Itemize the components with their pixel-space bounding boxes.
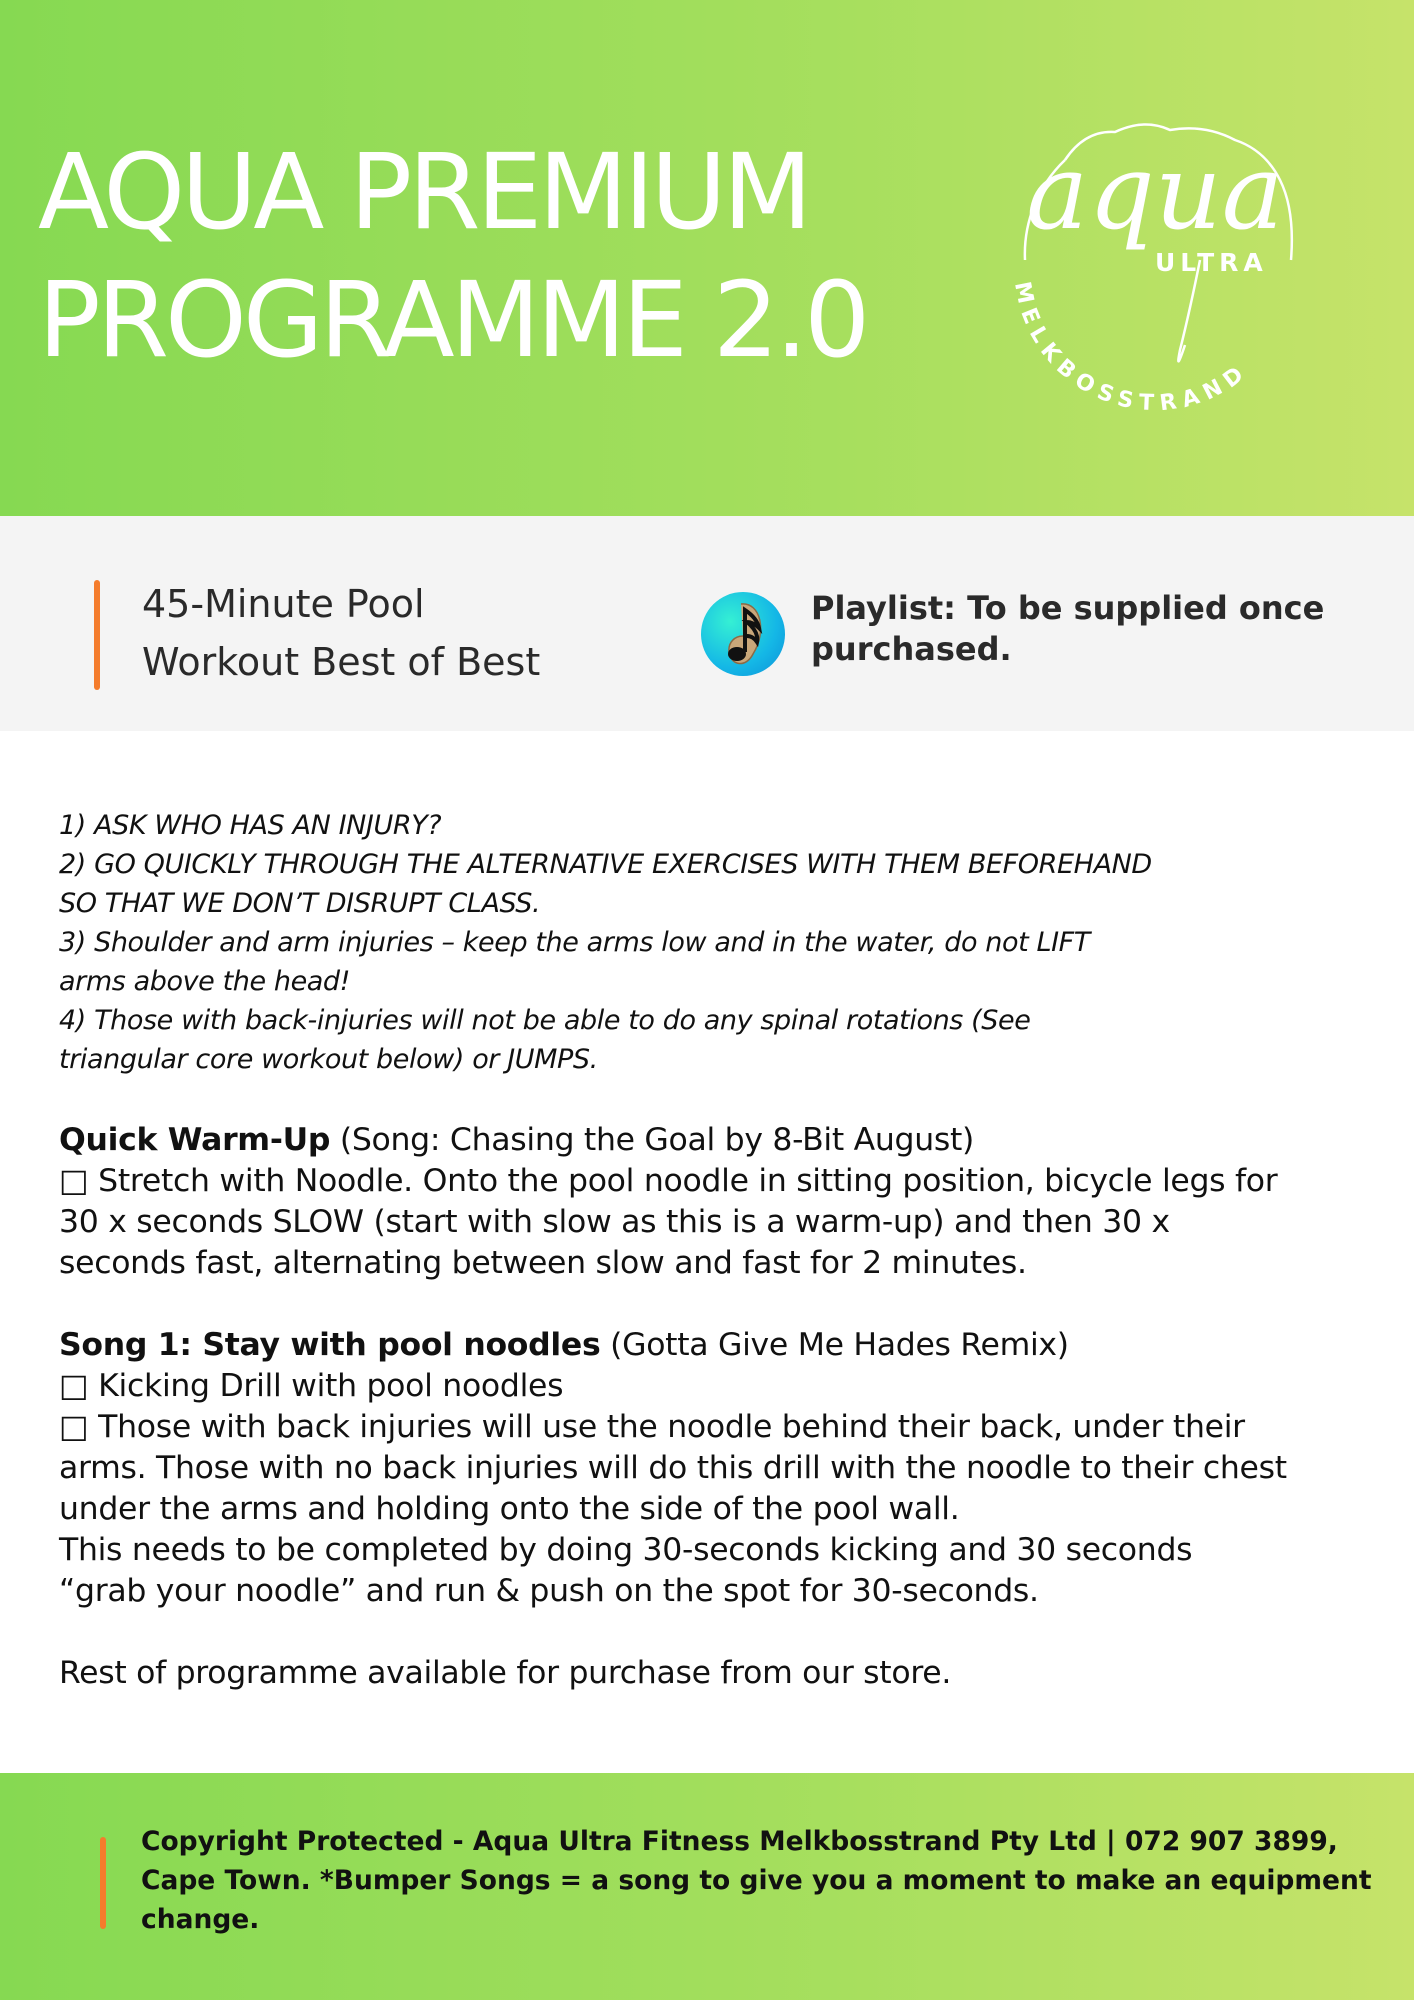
warmup-song: (Song: Chasing the Goal by 8-Bit August) (330, 1122, 975, 1158)
closing-text: Rest of programme available for purchase from our store. (59, 1655, 952, 1691)
song1-line: □ Kicking Drill with pool noodles (59, 1368, 564, 1404)
programme-content (59, 806, 1359, 1694)
song1-line: arms. Those with no back injuries will do this drill with the noodle to their chest (59, 1450, 1287, 1486)
note-line: 2) GO QUICKLY THROUGH THE ALTERNATIVE EXERCISES WITH THEM BEFOREHAND (59, 849, 1152, 880)
song1-line: □ Those with back injuries will use the noodle behind their back, under their (59, 1409, 1245, 1445)
warmup-section (59, 1120, 1359, 1284)
song1-line: under the arms and holding onto the side of the pool wall. (59, 1491, 960, 1527)
song1-section (59, 1325, 1359, 1612)
song1-heading: Song 1: Stay with pool noodles (59, 1327, 601, 1363)
note-line: SO THAT WE DON’T DISRUPT CLASS. (59, 888, 541, 919)
music-note-icon (701, 592, 785, 676)
note-line: 1) ASK WHO HAS AN INJURY? (59, 810, 442, 841)
song1-song: (Gotta Give Me Hades Remix) (600, 1327, 1069, 1363)
note-line: 3) Shoulder and arm injuries – keep the arms low and in the water, do not LIFT (59, 927, 1090, 958)
note-line: arms above the head! (59, 966, 351, 997)
song1-line: “grab your noodle” and run & push on the spot for 30-seconds. (59, 1573, 1039, 1609)
warmup-line: seconds fast, alternating between slow and fast for 2 minutes. (59, 1245, 1027, 1281)
warmup-line: 30 x seconds SLOW (start with slow as this is a warm-up) and then 30 x (59, 1204, 1170, 1240)
footer-accent-bar (100, 1837, 106, 1929)
logo-sub: ULTRA (1155, 248, 1268, 277)
header-banner (0, 0, 1414, 516)
logo-ring-text: MELKBOSSTRAND (1009, 279, 1254, 410)
svg-text:MELKBOSSTRAND (1009, 280, 1254, 410)
warmup-line: □ Stretch with Noodle. Onto the pool noodle in sitting position, bicycle legs for (59, 1163, 1278, 1199)
note-line: triangular core workout below) or JUMPS. (59, 1044, 598, 1075)
closing-section (59, 1653, 1359, 1694)
copyright-notice: Copyright Protected - Aqua Ultra Fitness Melkbosstrand Pty Ltd | 072 907 3899, Cape Town. *Bumper Songs = a song to give you a moment to make an equipment change. (141, 1826, 1372, 1935)
aqua-ultra-logo (995, 110, 1315, 410)
logo-word: aqua (1026, 131, 1284, 253)
warmup-heading: Quick Warm-Up (59, 1122, 331, 1158)
injury-notes (59, 806, 1359, 1079)
page-title-line-2: PROGRAMME 2.0 (38, 259, 867, 381)
playlist-note: Playlist: To be supplied once purchased. (811, 589, 1325, 668)
note-line: 4) Those with back-injuries will not be able to do any spinal rotations (See (59, 1005, 1031, 1036)
accent-bar (94, 580, 100, 690)
song1-line: This needs to be completed by doing 30-seconds kicking and 30 seconds (59, 1532, 1193, 1568)
workout-title: 45-Minute Pool Workout Best of Best (142, 582, 541, 684)
page-title-line-1: AQUA PREMIUM (38, 131, 809, 253)
